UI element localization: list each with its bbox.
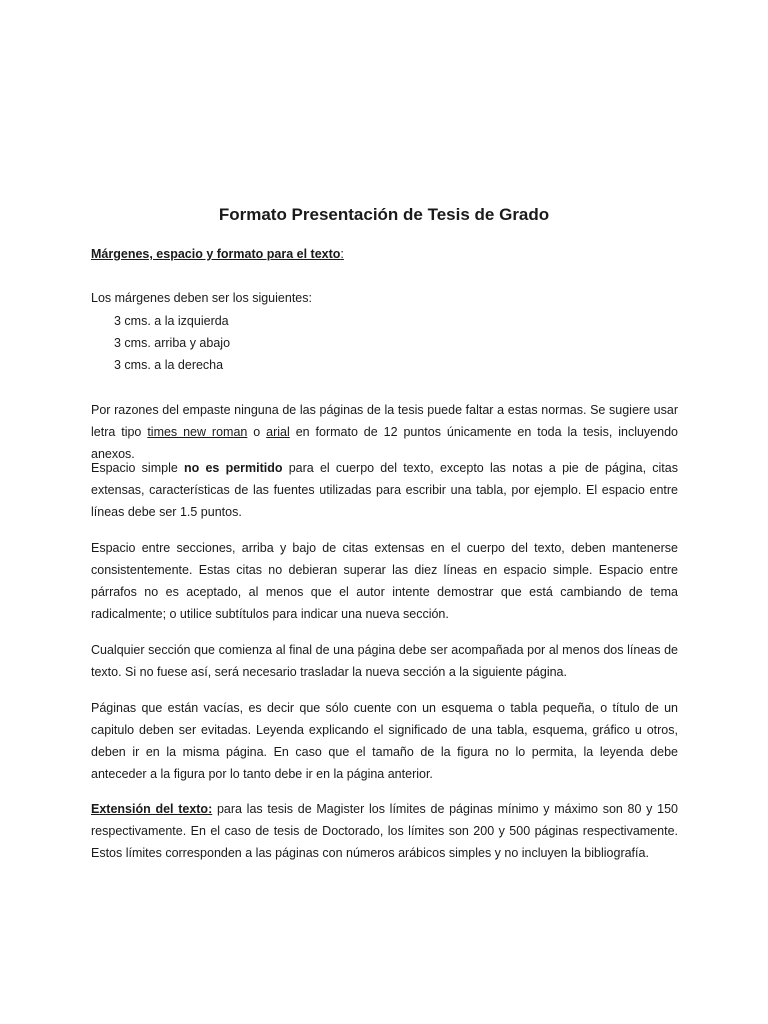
paragraph-2-part-2: para el cuerpo del texto, excepto las notas a pie de página, citas extensas, características de las fuentes utilizadas para escribir una tabla, por ejemplo. El espacio entre líneas debe ser 1.5 puntos.	[91, 461, 678, 519]
paragraph-section-start: Cualquier sección que comienza al final de una página debe ser acompañada por al menos dos líneas de texto. Si no fuese así, será necesario trasladar la nueva sección a la siguiente página.	[91, 643, 678, 679]
paragraph-1-part-1: Por razones del empaste ninguna de las páginas de la tesis puede faltar a estas normas. Se sugiere usar letra tipo	[91, 403, 678, 439]
margin-list	[114, 313, 230, 379]
font-name-times: times new roman	[147, 425, 248, 439]
paragraph-1-part-2: en formato de 12 puntos únicamente en toda la tesis, incluyendo anexos.	[91, 425, 678, 461]
paragraph-text-length	[91, 798, 678, 864]
margin-item-top-bottom: 3 cms. arriba y abajo	[114, 336, 231, 350]
margins-intro: Los márgenes deben ser los siguientes:	[91, 291, 312, 305]
section-heading-colon: :	[340, 247, 344, 261]
section-heading-text: Márgenes, espacio y formato para el texto	[91, 247, 341, 261]
paragraph-binding-font	[91, 399, 678, 465]
text-length-body: para las tesis de Magister los límites de páginas mínimo y máximo son 80 y 150 respectivamente. En el caso de tesis de Doctorado, los límites son 200 y 500 páginas respectivamente. Estos límites corresponden a las páginas con números arábicos simples y no incluyen la bibliografía.	[91, 802, 678, 860]
document-title: Formato Presentación de Tesis de Grado	[218, 205, 550, 224]
margin-item-right: 3 cms. a la derecha	[114, 358, 224, 372]
paragraph-empty-pages: Páginas que están vacías, es decir que sólo cuente con un esquema o tabla pequeña, o título de un capitulo deben ser evitadas. Leyenda explicando el significado de una tabla, esquema, gráfico u otros, deben ir en la misma página. En caso que el tamaño de la figura no lo permita, la leyenda debe anteceder a la figura por lo tanto debe ir en la página anterior.	[91, 701, 678, 781]
paragraph-2-emphasis: no es permitido	[184, 461, 283, 475]
text-length-label: Extensión del texto:	[91, 802, 213, 816]
paragraph-line-spacing	[91, 457, 678, 523]
margin-item-left: 3 cms. a la izquierda	[114, 314, 229, 328]
paragraph-section-spacing: Espacio entre secciones, arriba y bajo de citas extensas en el cuerpo del texto, deben mantenerse consistentemente. Estas citas no debieran superar las diez líneas en espacio simple. Espacio entre párrafos no es aceptado, al menos que el autor intente demostrar que está cambiando de tema radicalmente; o utilice subtítulos para indicar una nueva sección.	[91, 541, 678, 621]
font-name-arial: arial	[266, 425, 290, 439]
paragraph-1-connector: o	[247, 425, 267, 439]
paragraph-2-part-1: Espacio simple	[91, 461, 184, 475]
section-heading	[91, 246, 344, 262]
